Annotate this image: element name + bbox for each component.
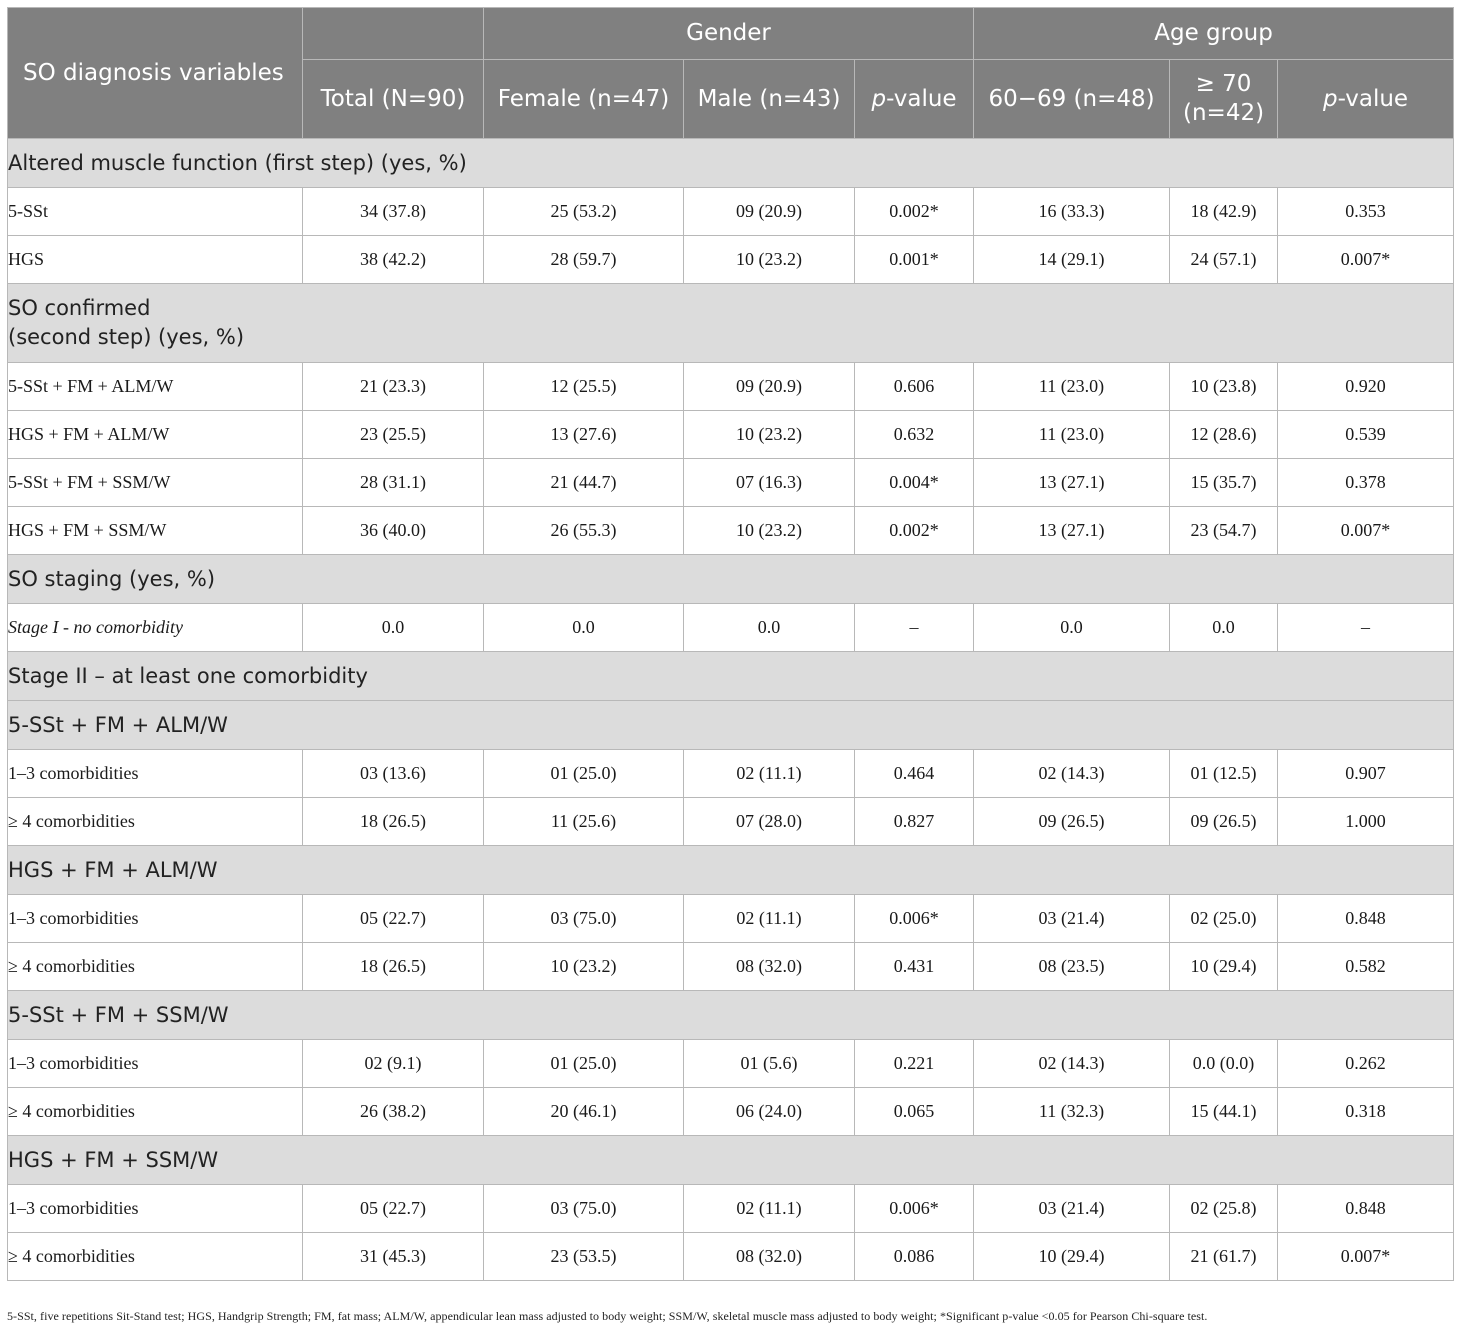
table-cell: 0.848 xyxy=(1278,895,1454,943)
table-cell: 02 (11.1) xyxy=(684,895,855,943)
table-cell: 02 (11.1) xyxy=(684,750,855,798)
table-cell: 0.606 xyxy=(855,363,974,411)
table-cell: 10 (23.2) xyxy=(684,507,855,555)
section-row xyxy=(8,284,1454,363)
table-cell: 0.007* xyxy=(1278,236,1454,284)
table-cell: 14 (29.1) xyxy=(974,236,1170,284)
table-cell: 15 (44.1) xyxy=(1170,1088,1278,1136)
header-p-value-age xyxy=(1278,60,1454,139)
row-label: Stage I - no comorbidity xyxy=(8,604,303,652)
row-label: 5-SSt xyxy=(8,188,303,236)
table-cell: 0.001* xyxy=(855,236,974,284)
table-footnote: 5-SSt, five repetitions Sit-Stand test; HGS, Handgrip Strength; FM, fat mass; ALM/W, appendicular lean mass adjusted to body weight; SSM/W, skeletal muscle mass adjusted to body weight; *Significant p-value <0.05 for Pearson Chi-square test. xyxy=(7,1309,1208,1323)
table-row xyxy=(8,604,1454,652)
header-female: Female (n=47) xyxy=(484,60,684,139)
row-label: ≥ 4 comorbidities xyxy=(8,1088,303,1136)
row-label: ≥ 4 comorbidities xyxy=(8,798,303,846)
table-cell: 01 (5.6) xyxy=(684,1040,855,1088)
table-cell: 0.065 xyxy=(855,1088,974,1136)
table-cell: 26 (55.3) xyxy=(484,507,684,555)
table-row xyxy=(8,750,1454,798)
table-cell: 09 (20.9) xyxy=(684,188,855,236)
table-cell: 16 (33.3) xyxy=(974,188,1170,236)
table-cell: 0.0 xyxy=(303,604,484,652)
table-row xyxy=(8,943,1454,991)
section-title: HGS + FM + SSM/W xyxy=(8,1136,1454,1185)
section-row xyxy=(8,701,1454,750)
row-label: ≥ 4 comorbidities xyxy=(8,1233,303,1281)
section-title: HGS + FM + ALM/W xyxy=(8,846,1454,895)
table-cell: 0.353 xyxy=(1278,188,1454,236)
header-male: Male (n=43) xyxy=(684,60,855,139)
row-label: ≥ 4 comorbidities xyxy=(8,943,303,991)
table-cell: 0.007* xyxy=(1278,1233,1454,1281)
table-cell: 03 (21.4) xyxy=(974,1185,1170,1233)
table-row xyxy=(8,363,1454,411)
table-cell: 31 (45.3) xyxy=(303,1233,484,1281)
header-p-letter: p xyxy=(1322,85,1338,112)
header-p-suffix: -value xyxy=(1337,85,1409,112)
table-cell: 0.318 xyxy=(1278,1088,1454,1136)
table-cell: 0.0 xyxy=(1170,604,1278,652)
table-cell: 02 (25.0) xyxy=(1170,895,1278,943)
table-cell: 01 (12.5) xyxy=(1170,750,1278,798)
header-blank xyxy=(303,8,484,60)
table-cell: 01 (25.0) xyxy=(484,750,684,798)
table-cell: 11 (23.0) xyxy=(974,363,1170,411)
table-cell: 21 (44.7) xyxy=(484,459,684,507)
section-title: SO staging (yes, %) xyxy=(8,555,1454,604)
section-title: Altered muscle function (first step) (yes, %) xyxy=(8,139,1454,188)
table-row xyxy=(8,1088,1454,1136)
table-cell: 13 (27.1) xyxy=(974,507,1170,555)
table-cell: 28 (31.1) xyxy=(303,459,484,507)
table-cell: 0.086 xyxy=(855,1233,974,1281)
table-cell: 0.0 xyxy=(974,604,1170,652)
table-cell: 0.582 xyxy=(1278,943,1454,991)
table-cell: 0.632 xyxy=(855,411,974,459)
table-cell: 0.006* xyxy=(855,895,974,943)
section-row xyxy=(8,555,1454,604)
table-cell: 0.907 xyxy=(1278,750,1454,798)
table-cell: 34 (37.8) xyxy=(303,188,484,236)
table-cell: 0.262 xyxy=(1278,1040,1454,1088)
table-cell: 10 (23.2) xyxy=(684,411,855,459)
table-cell: 26 (38.2) xyxy=(303,1088,484,1136)
table-cell: 02 (25.8) xyxy=(1170,1185,1278,1233)
table-cell: 02 (9.1) xyxy=(303,1040,484,1088)
table-row xyxy=(8,507,1454,555)
section-row xyxy=(8,1136,1454,1185)
header-total: Total (N=90) xyxy=(303,60,484,139)
table-cell: 05 (22.7) xyxy=(303,895,484,943)
table-cell: 15 (35.7) xyxy=(1170,459,1278,507)
row-label: 1–3 comorbidities xyxy=(8,1185,303,1233)
table-row xyxy=(8,188,1454,236)
table-cell: 06 (24.0) xyxy=(684,1088,855,1136)
table-cell: 11 (32.3) xyxy=(974,1088,1170,1136)
table-cell: – xyxy=(1278,604,1454,652)
table-cell: 01 (25.0) xyxy=(484,1040,684,1088)
table-row xyxy=(8,411,1454,459)
header-p-value-gender xyxy=(855,60,974,139)
table-cell: 0.221 xyxy=(855,1040,974,1088)
section-row xyxy=(8,139,1454,188)
table-cell: 21 (23.3) xyxy=(303,363,484,411)
table-cell: 07 (16.3) xyxy=(684,459,855,507)
header-p-letter: p xyxy=(871,85,887,112)
table-cell: 08 (32.0) xyxy=(684,943,855,991)
table-cell: 10 (23.2) xyxy=(684,236,855,284)
table-row xyxy=(8,1040,1454,1088)
table-cell: 20 (46.1) xyxy=(484,1088,684,1136)
table-header xyxy=(8,8,1454,139)
table-cell: 23 (54.7) xyxy=(1170,507,1278,555)
table-row xyxy=(8,459,1454,507)
table-cell: 08 (32.0) xyxy=(684,1233,855,1281)
section-title: 5-SSt + FM + ALM/W xyxy=(8,701,1454,750)
table-body xyxy=(8,139,1454,1281)
table-cell: 24 (57.1) xyxy=(1170,236,1278,284)
table-cell: 13 (27.1) xyxy=(974,459,1170,507)
header-p-suffix: -value xyxy=(886,85,957,112)
table-row xyxy=(8,798,1454,846)
row-label: 1–3 comorbidities xyxy=(8,895,303,943)
section-row xyxy=(8,991,1454,1040)
table-cell: 18 (26.5) xyxy=(303,798,484,846)
table-row xyxy=(8,236,1454,284)
table-cell: 0.007* xyxy=(1278,507,1454,555)
header-age-60-69: 60−69 (n=48) xyxy=(974,60,1170,139)
table-cell: 10 (23.2) xyxy=(484,943,684,991)
row-label: 5-SSt + FM + ALM/W xyxy=(8,363,303,411)
section-title: SO confirmed (second step) (yes, %) xyxy=(8,284,1454,363)
table-cell: 21 (61.7) xyxy=(1170,1233,1278,1281)
table-cell: 18 (26.5) xyxy=(303,943,484,991)
row-label: HGS xyxy=(8,236,303,284)
row-label: HGS + FM + SSM/W xyxy=(8,507,303,555)
table-cell: 09 (26.5) xyxy=(1170,798,1278,846)
table-cell: 03 (21.4) xyxy=(974,895,1170,943)
table-cell: 07 (28.0) xyxy=(684,798,855,846)
table-cell: 05 (22.7) xyxy=(303,1185,484,1233)
table-cell: 02 (14.3) xyxy=(974,1040,1170,1088)
table-cell: 0.006* xyxy=(855,1185,974,1233)
table-cell: 0.0 xyxy=(684,604,855,652)
table-cell: 0.431 xyxy=(855,943,974,991)
table-cell: 10 (29.4) xyxy=(974,1233,1170,1281)
table-cell: 0.002* xyxy=(855,188,974,236)
table-cell: 03 (13.6) xyxy=(303,750,484,798)
table-cell: 09 (26.5) xyxy=(974,798,1170,846)
table-cell: 0.827 xyxy=(855,798,974,846)
table-cell: 0.002* xyxy=(855,507,974,555)
table-cell: 11 (23.0) xyxy=(974,411,1170,459)
section-row xyxy=(8,846,1454,895)
table-cell: 28 (59.7) xyxy=(484,236,684,284)
table-cell: 1.000 xyxy=(1278,798,1454,846)
table-cell: 0.0 (0.0) xyxy=(1170,1040,1278,1088)
table-cell: 0.539 xyxy=(1278,411,1454,459)
table-cell: 23 (25.5) xyxy=(303,411,484,459)
row-label: 5-SSt + FM + SSM/W xyxy=(8,459,303,507)
table-cell: 02 (11.1) xyxy=(684,1185,855,1233)
header-age-group: Age group xyxy=(974,8,1454,60)
table-cell: 23 (53.5) xyxy=(484,1233,684,1281)
table-cell: 13 (27.6) xyxy=(484,411,684,459)
table-cell: 0.848 xyxy=(1278,1185,1454,1233)
table-cell: 0.464 xyxy=(855,750,974,798)
table-cell: 09 (20.9) xyxy=(684,363,855,411)
table-cell: 36 (40.0) xyxy=(303,507,484,555)
header-variables: SO diagnosis variables xyxy=(8,8,303,139)
table-cell: 18 (42.9) xyxy=(1170,188,1278,236)
section-title: 5-SSt + FM + SSM/W xyxy=(8,991,1454,1040)
table-row xyxy=(8,1233,1454,1281)
table-cell: 03 (75.0) xyxy=(484,895,684,943)
table-cell: – xyxy=(855,604,974,652)
table-cell: 38 (42.2) xyxy=(303,236,484,284)
table-cell: 12 (25.5) xyxy=(484,363,684,411)
table-cell: 11 (25.6) xyxy=(484,798,684,846)
header-gender-group: Gender xyxy=(484,8,974,60)
row-label: HGS + FM + ALM/W xyxy=(8,411,303,459)
table-cell: 0.004* xyxy=(855,459,974,507)
table-row xyxy=(8,1185,1454,1233)
table-cell: 10 (23.8) xyxy=(1170,363,1278,411)
table-cell: 0.378 xyxy=(1278,459,1454,507)
table-cell: 0.920 xyxy=(1278,363,1454,411)
table-cell: 10 (29.4) xyxy=(1170,943,1278,991)
table-cell: 25 (53.2) xyxy=(484,188,684,236)
table-row xyxy=(8,895,1454,943)
table-cell: 0.0 xyxy=(484,604,684,652)
header-age-70-plus: ≥ 70 (n=42) xyxy=(1170,60,1278,139)
results-table xyxy=(7,7,1454,1281)
table-cell: 03 (75.0) xyxy=(484,1185,684,1233)
table-cell: 12 (28.6) xyxy=(1170,411,1278,459)
table-cell: 02 (14.3) xyxy=(974,750,1170,798)
section-row xyxy=(8,652,1454,701)
row-label: 1–3 comorbidities xyxy=(8,1040,303,1088)
section-title: Stage II – at least one comorbidity xyxy=(8,652,1454,701)
row-label: 1–3 comorbidities xyxy=(8,750,303,798)
table-cell: 08 (23.5) xyxy=(974,943,1170,991)
